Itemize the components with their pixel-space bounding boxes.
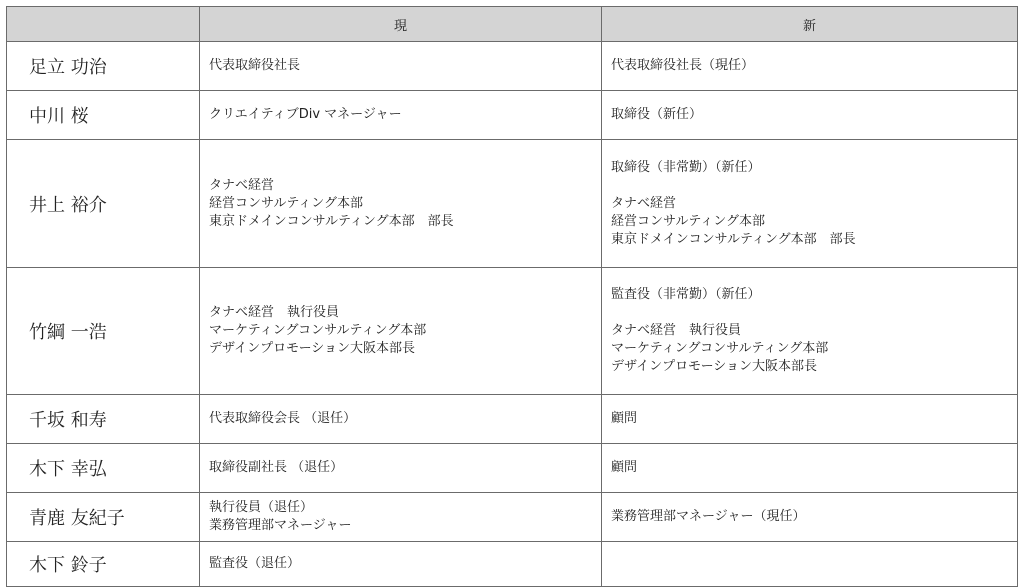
current-line: タナベ経営 bbox=[209, 177, 275, 193]
new-line: 顧問 bbox=[611, 411, 638, 426]
new-position bbox=[602, 268, 1018, 395]
table-row bbox=[7, 542, 1018, 587]
header-current: 現 bbox=[200, 7, 602, 42]
new-line: 監査役（非常勤）（新任） bbox=[611, 287, 761, 302]
table-row bbox=[7, 91, 1018, 140]
line-gap bbox=[611, 177, 1017, 195]
new-line: 取締役（新任） bbox=[611, 107, 703, 122]
current-line: 代表取締役社長 bbox=[209, 58, 301, 73]
new-line: タナベ経営 bbox=[611, 195, 677, 211]
person-name: 木下 鈴子 bbox=[7, 542, 200, 587]
new-position bbox=[602, 493, 1018, 542]
current-line: タナベ経営 執行役員 bbox=[209, 305, 340, 320]
new-line: タナベ経営 執行役員 bbox=[611, 323, 742, 338]
table-row bbox=[7, 42, 1018, 91]
current-position bbox=[200, 542, 602, 587]
new-position bbox=[602, 91, 1018, 140]
new-line: 東京ドメインコンサルティング本部 部長 bbox=[611, 231, 856, 247]
new-line: 業務管理部マネージャー（現任） bbox=[611, 509, 806, 524]
current-position bbox=[200, 493, 602, 542]
header-row bbox=[7, 7, 1018, 42]
new-position bbox=[602, 542, 1018, 587]
new-line: 顧問 bbox=[611, 460, 638, 475]
current-line: マーケティングコンサルティング本部 bbox=[209, 323, 427, 338]
new-line: マーケティングコンサルティング本部 bbox=[611, 341, 829, 356]
new-line: 代表取締役社長（現任） bbox=[611, 58, 755, 73]
current-line: クリエイティブDiv マネージャー bbox=[209, 107, 402, 122]
new-position bbox=[602, 42, 1018, 91]
header-blank bbox=[7, 7, 200, 42]
table-row bbox=[7, 395, 1018, 444]
current-position bbox=[200, 42, 602, 91]
table-row bbox=[7, 444, 1018, 493]
person-name: 足立 功治 bbox=[7, 42, 200, 91]
person-name: 竹綱 一浩 bbox=[7, 268, 200, 395]
current-position bbox=[200, 140, 602, 268]
table-row bbox=[7, 268, 1018, 395]
current-position bbox=[200, 268, 602, 395]
new-position bbox=[602, 140, 1018, 268]
new-line: 取締役（非常勤）（新任） bbox=[611, 159, 761, 175]
current-line: 代表取締役会長 （退任） bbox=[209, 411, 357, 426]
new-line: 経営コンサルティング本部 bbox=[611, 213, 766, 229]
header-new: 新 bbox=[602, 7, 1018, 42]
person-name: 青鹿 友紀子 bbox=[7, 493, 200, 542]
new-line: デザインプロモーション大阪本部長 bbox=[611, 359, 818, 374]
current-line: 東京ドメインコンサルティング本部 部長 bbox=[209, 213, 454, 229]
current-position bbox=[200, 395, 602, 444]
person-name: 井上 裕介 bbox=[7, 140, 200, 268]
current-line: 監査役（退任） bbox=[209, 556, 301, 571]
current-line: 執行役員（退任） bbox=[209, 500, 314, 515]
current-position bbox=[200, 444, 602, 493]
new-position bbox=[602, 395, 1018, 444]
current-position bbox=[200, 91, 602, 140]
current-line: 業務管理部マネージャー bbox=[209, 518, 352, 533]
line-gap bbox=[611, 304, 1017, 322]
person-name: 木下 幸弘 bbox=[7, 444, 200, 493]
new-position bbox=[602, 444, 1018, 493]
officer-change-table bbox=[6, 6, 1018, 587]
person-name: 中川 桜 bbox=[7, 91, 200, 140]
table-row bbox=[7, 140, 1018, 268]
current-line: 取締役副社長 （退任） bbox=[209, 460, 344, 475]
current-line: 経営コンサルティング本部 bbox=[209, 195, 364, 211]
current-line: デザインプロモーション大阪本部長 bbox=[209, 341, 416, 356]
table-row bbox=[7, 493, 1018, 542]
person-name: 千坂 和寿 bbox=[7, 395, 200, 444]
